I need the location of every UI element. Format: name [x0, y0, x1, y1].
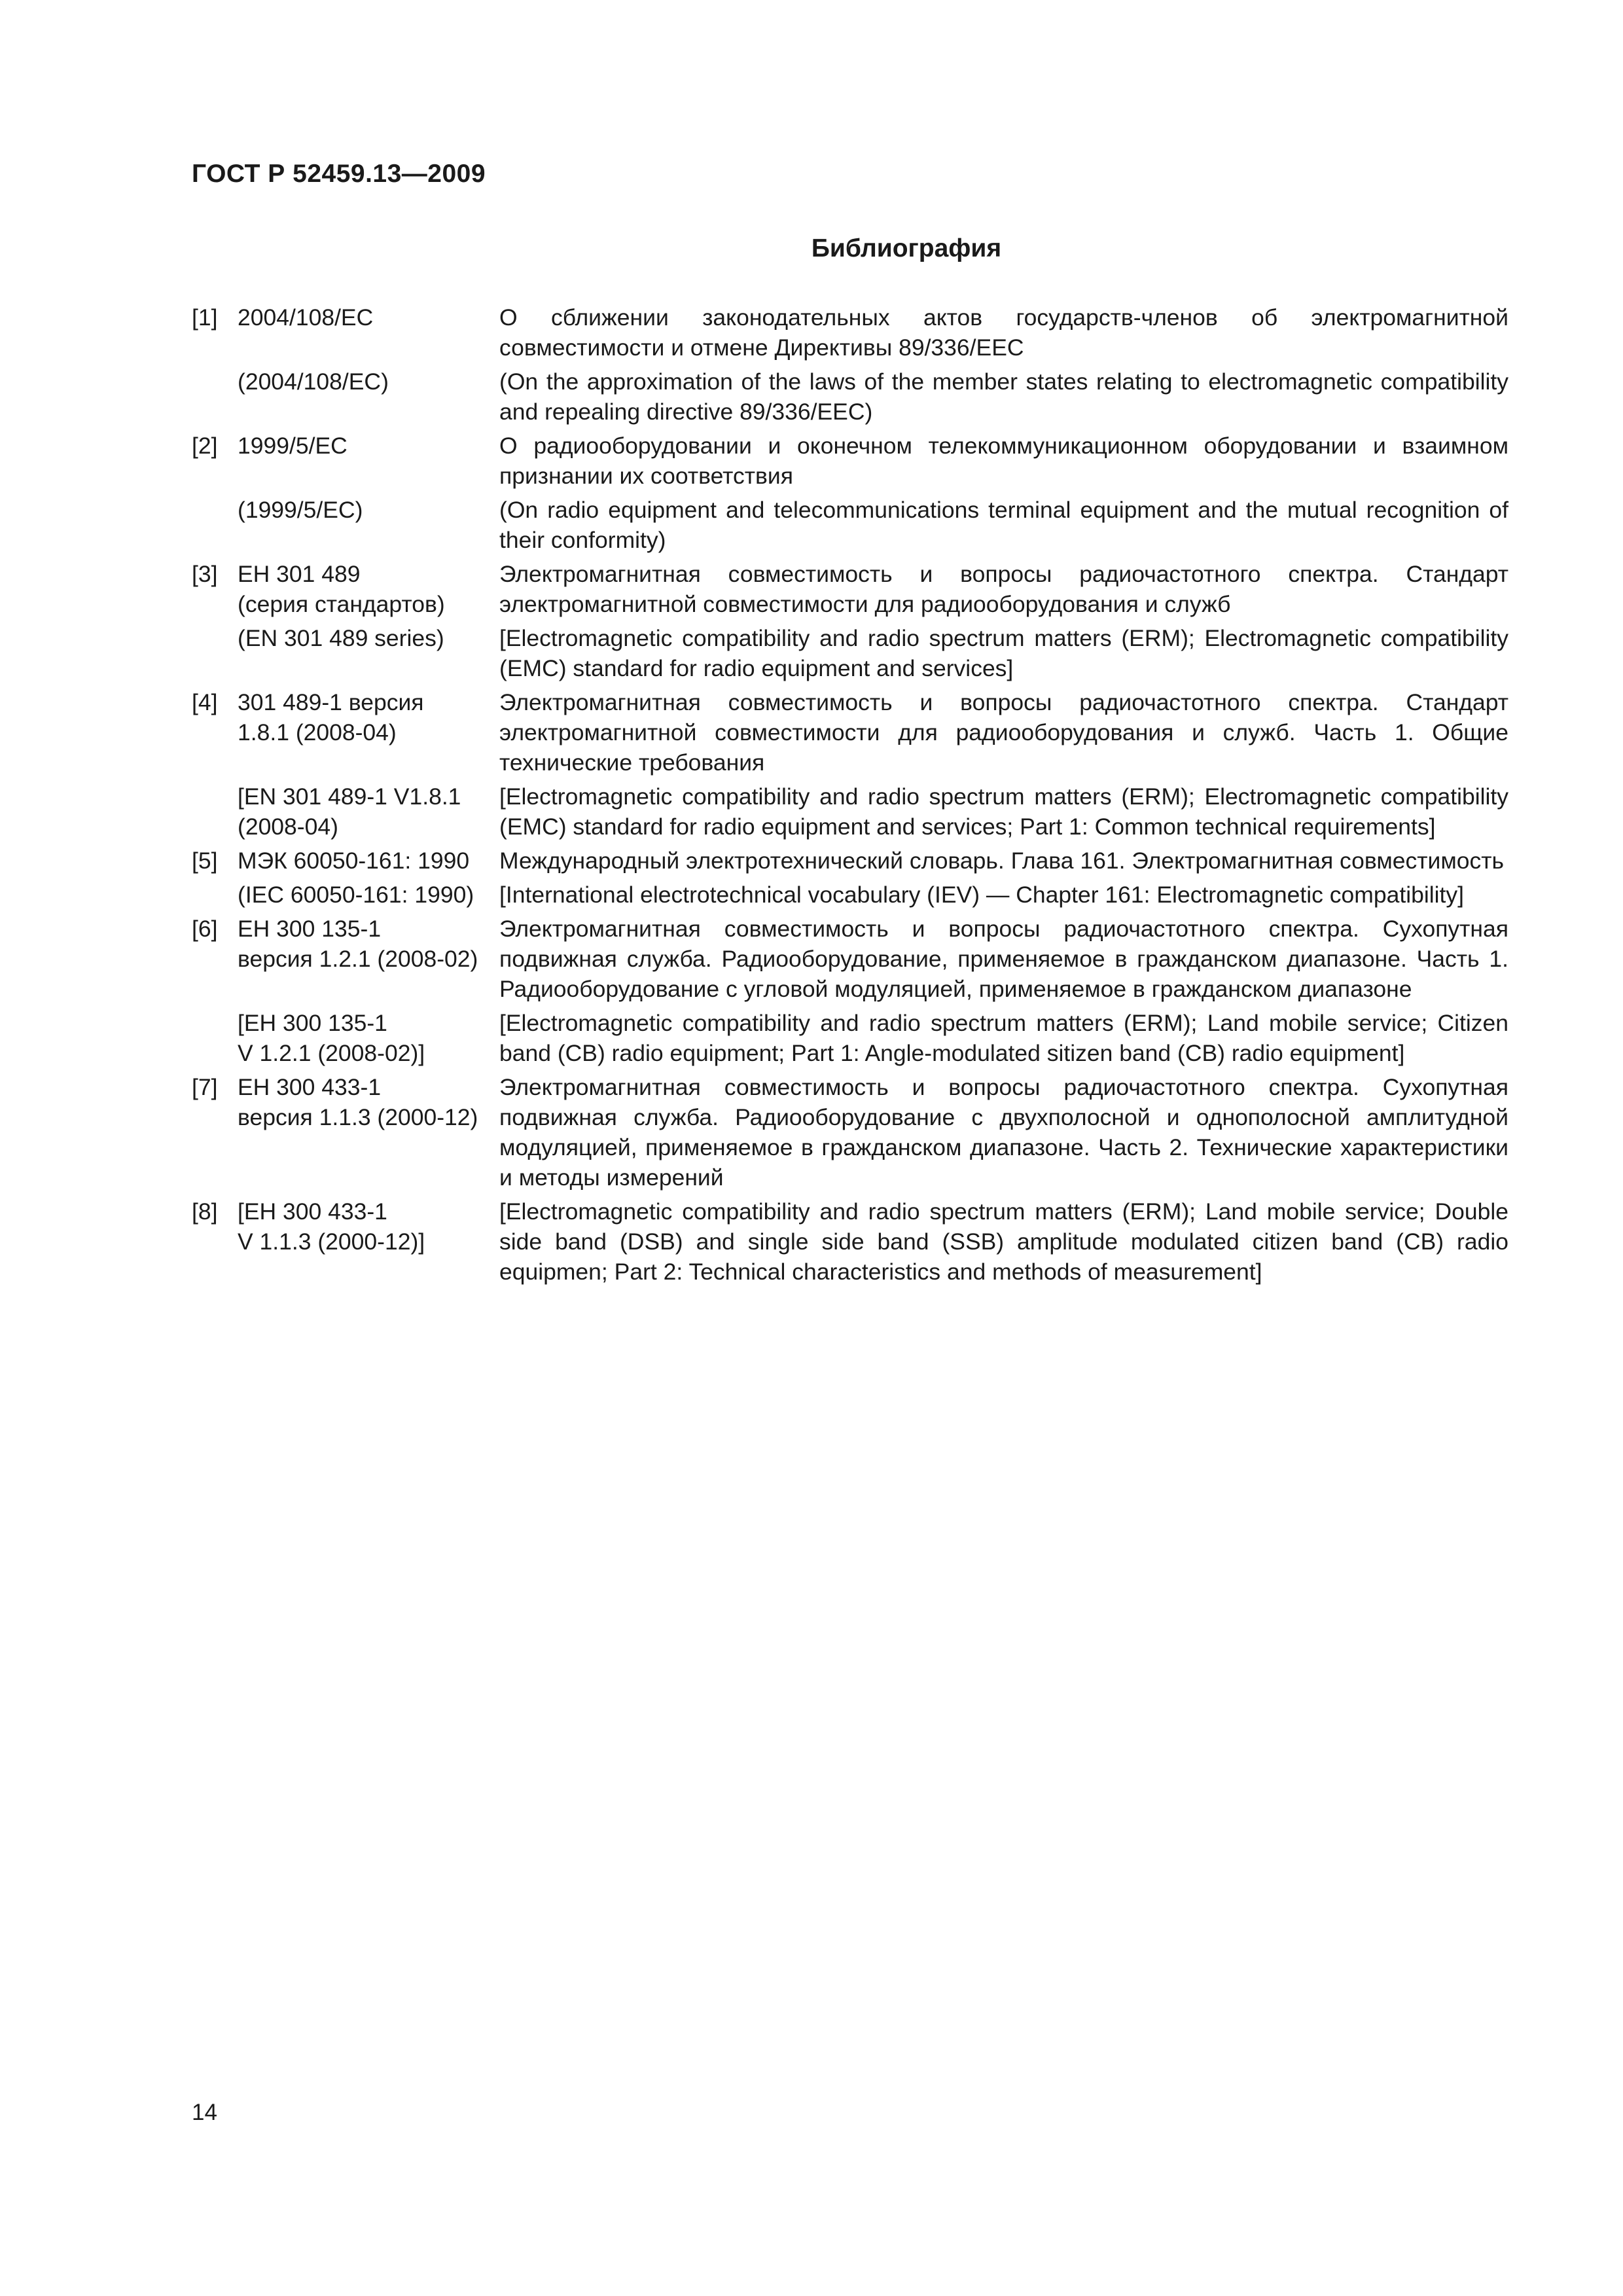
entry-number: [3] — [192, 561, 218, 587]
bibliography-title: Библиография — [811, 234, 1002, 262]
entry-code: 301 489-1 версия 1.8.1 (2008-04) — [238, 689, 424, 745]
entry-number: [2] — [192, 433, 218, 459]
entry-description: Международный электротехнический словарь. Глава 161. Электромагнитная совместимость — [499, 848, 1505, 874]
entry-description: Электромагнитная совместимость и вопросы радиочастотного спектра. Сухопутная подвижная служба. Радиооборудование с двухполосной и однополосной амплитудной модуляцией, применяемое в гражданском диапазоне. Часть 2. Технические характеристики и методы измерений — [499, 1074, 1508, 1191]
entry-code: [ЕН 300 135-1 V 1.2.1 (2008-02)] — [238, 1010, 425, 1066]
entry-number — [192, 1008, 238, 1068]
bibliography-entry — [192, 1072, 1508, 1193]
bibliography-entry — [192, 1008, 1508, 1068]
entry-code: ЕН 300 135-1 версия 1.2.1 (2008-02) — [238, 916, 478, 972]
entry-description: [Electromagnetic compatibility and radio spectrum matters (ERM); Electromagnetic compatibility (EMC) standard for radio equipment and services] — [499, 625, 1508, 681]
entry-description: (On radio equipment and telecommunications terminal equipment and the mutual recognition of their conformity) — [499, 497, 1508, 553]
entry-number — [192, 781, 238, 842]
entry-code: (1999/5/EC) — [238, 497, 363, 523]
entry-description: [Electromagnetic compatibility and radio spectrum matters (ERM); Land mobile service; Citizen band (CB) radio equipment; Part 1: Angle-modulated sitizen band (CB) radio equipment] — [499, 1010, 1508, 1066]
entry-description: Электромагнитная совместимость и вопросы радиочастотного спектра. Стандарт электромагнитной совместимости для радиооборудования и служб. Часть 1. Общие технические требования — [499, 689, 1508, 776]
entry-description: [Electromagnetic compatibility and radio spectrum matters (ERM); Land mobile service; Double side band (DSB) and single side band (SSB) amplitude modulated citizen band (CB) radio equipmen; Part 2: Technical characteristics and methods of measurement] — [499, 1198, 1508, 1285]
bibliography-entry — [192, 1196, 1508, 1287]
entry-code: 2004/108/EC — [238, 304, 374, 331]
document-header: ГОСТ Р 52459.13—2009 — [192, 160, 486, 188]
entry-number — [192, 367, 238, 427]
entry-code: [ЕН 300 433-1 V 1.1.3 (2000-12)] — [238, 1198, 425, 1255]
bibliography-entry — [192, 880, 1508, 910]
entry-number: [7] — [192, 1074, 218, 1100]
entry-code: МЭК 60050-161: 1990 — [238, 848, 470, 874]
bibliography-entry — [192, 914, 1508, 1004]
entry-number — [192, 880, 238, 910]
entry-code: (EN 301 489 series) — [238, 625, 444, 651]
entry-number — [192, 495, 238, 555]
bibliography-entry — [192, 687, 1508, 778]
entry-description: Электромагнитная совместимость и вопросы радиочастотного спектра. Сухопутная подвижная служба. Радиооборудование, применяемое в гражданском диапазоне. Часть 1. Радиооборудование с угловой модуляцией, применяемое в гражданском диапазоне — [499, 916, 1508, 1002]
entry-code: (IEC 60050-161: 1990) — [238, 882, 474, 908]
entry-code: [EN 301 489-1 V1.8.1 (2008-04) — [238, 783, 461, 840]
entry-description: О радиооборудовании и оконечном телекоммуникационном оборудовании и взаимном признании их соответствия — [499, 433, 1508, 489]
entry-description: Электромагнитная совместимость и вопросы радиочастотного спектра. Стандарт электромагнитной совместимости для радиооборудования и служб — [499, 561, 1508, 617]
entry-number: [8] — [192, 1198, 218, 1225]
bibliography-entry — [192, 781, 1508, 842]
bibliography-entry — [192, 495, 1508, 555]
bibliography-entry — [192, 846, 1508, 876]
bibliography-entry — [192, 431, 1508, 491]
entry-description: (On the approximation of the laws of the member states relating to electromagnetic compatibility and repealing directive 89/336/EEC) — [499, 368, 1508, 425]
bibliography-entry — [192, 367, 1508, 427]
bibliography-entry — [192, 623, 1508, 683]
entry-number: [4] — [192, 689, 218, 715]
entry-code: ЕН 301 489 (серия стандартов) — [238, 561, 445, 617]
entry-number: [6] — [192, 916, 218, 942]
bibliography-list — [192, 302, 1508, 1287]
entry-number: [5] — [192, 848, 218, 874]
bibliography-entry — [192, 559, 1508, 619]
entry-description: О сближении законодательных актов государств-членов об электромагнитной совместимости и отмене Директивы 89/336/EEC — [499, 304, 1508, 361]
page-number: 14 — [192, 2100, 217, 2125]
entry-code: 1999/5/EC — [238, 433, 348, 459]
entry-code: (2004/108/EC) — [238, 368, 389, 395]
entry-description: [Electromagnetic compatibility and radio spectrum matters (ERM); Electromagnetic compatibility (EMC) standard for radio equipment and services; Part 1: Common technical requirements] — [499, 783, 1508, 840]
entry-description: [International electrotechnical vocabulary (IEV) — Chapter 161: Electromagnetic compatibility] — [499, 882, 1464, 908]
bibliography-entry — [192, 302, 1508, 363]
entry-code: ЕН 300 433-1 версия 1.1.3 (2000-12) — [238, 1074, 478, 1130]
entry-number: [1] — [192, 304, 218, 331]
entry-number — [192, 623, 238, 683]
